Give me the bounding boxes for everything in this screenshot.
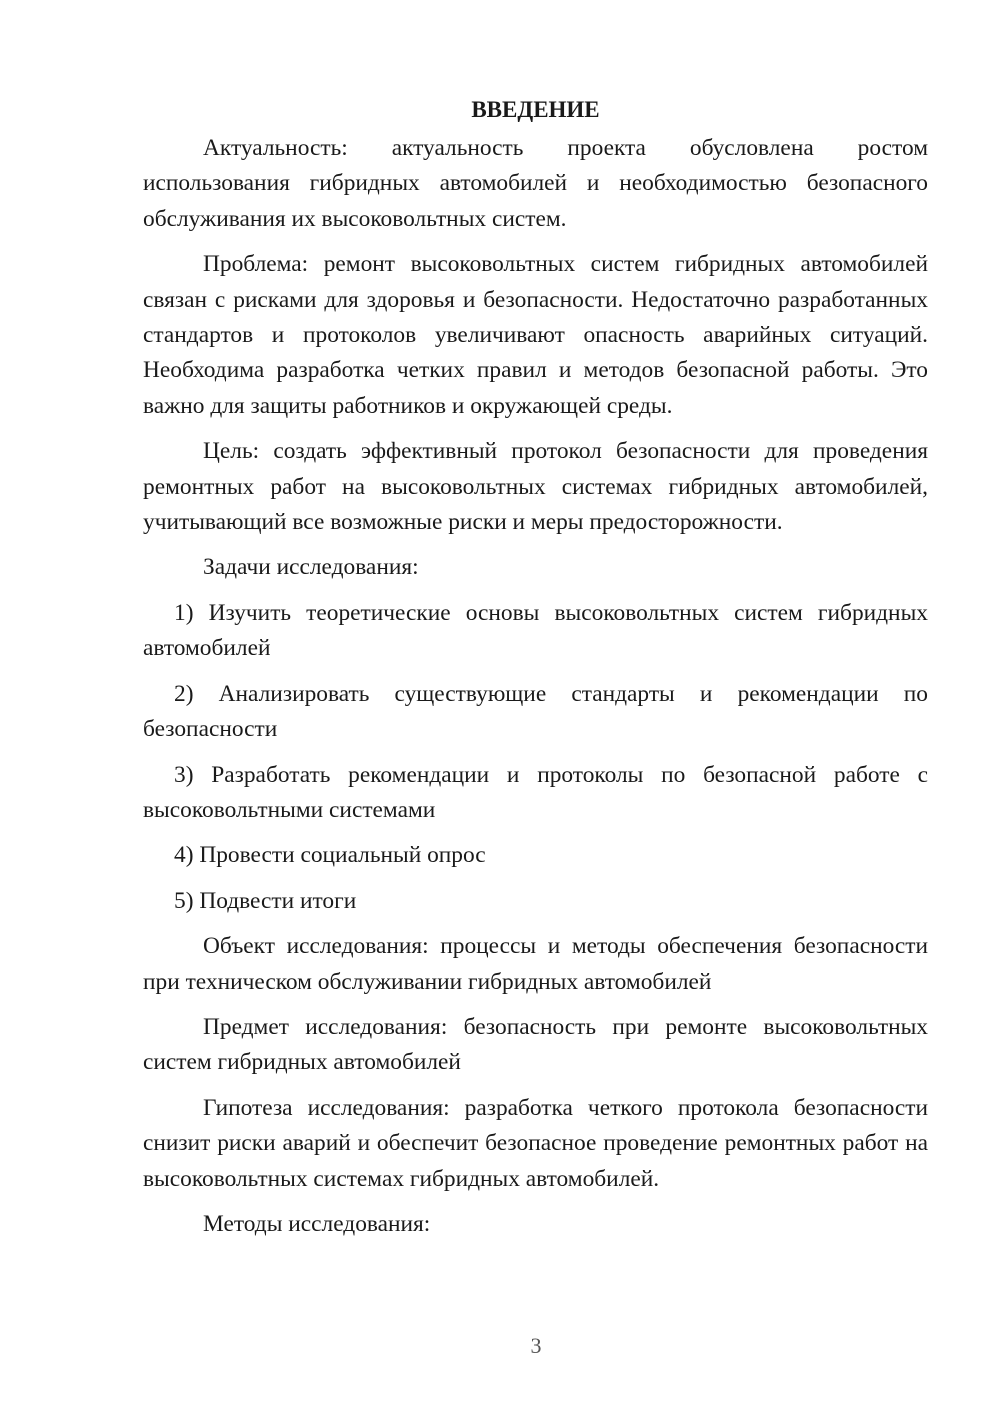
- paragraph-subject: Предмет исследования: безопасность при ремонте высоковольтных систем гибридных автомобилей: [143, 1013, 928, 1076]
- paragraph-problem: Проблема: ремонт высоковольтных систем гибридных автомобилей связан с рисками для здоровья и безопасности. Недостаточно разработанных стандартов и протоколов увеличивают опасность аварийных ситуаций. Необходима разработка четких правил и методов безопасной работы. Это важно для защиты работников и окружающей среды.: [143, 251, 928, 419]
- document-title: ВВЕДЕНИЕ: [471, 97, 600, 122]
- task-item-5: 5) Подвести итоги: [174, 887, 357, 914]
- paragraph-relevance: Актуальность: актуальность проекта обусловлена ростом использования гибридных автомобилей и необходимостью безопасного обслуживания их высоковольтных систем.: [143, 135, 928, 232]
- tasks-heading: Задачи исследования:: [203, 554, 419, 581]
- paragraph-hypothesis: Гипотеза исследования: разработка четкого протокола безопасности снизит риски аварий и обеспечит безопасное проведение ремонтных работ на высоковольтных системах гибридных автомобилей.: [143, 1094, 928, 1192]
- task-item-4: 4) Провести социальный опрос: [174, 842, 486, 869]
- task-item-2: 2) Анализировать существующие стандарты и рекомендации по безопасности: [143, 680, 928, 743]
- document-body: [143, 92, 928, 1252]
- paragraph-object: Объект исследования: процессы и методы обеспечения безопасности при техническом обслуживании гибридных автомобилей: [143, 933, 928, 995]
- methods-heading: Методы исследования:: [203, 1210, 431, 1237]
- task-item-3: 3) Разработать рекомендации и протоколы по безопасной работе с высоковольтными системами: [143, 761, 928, 823]
- paragraph-goal: Цель: создать эффективный протокол безопасности для проведения ремонтных работ на высоковольтных системах гибридных автомобилей, учитывающий все возможные риски и меры предосторожности.: [143, 438, 928, 536]
- page-number: 3: [530, 1333, 542, 1358]
- task-item-1: 1) Изучить теоретические основы высоковольтных систем гибридных автомобилей: [143, 599, 928, 662]
